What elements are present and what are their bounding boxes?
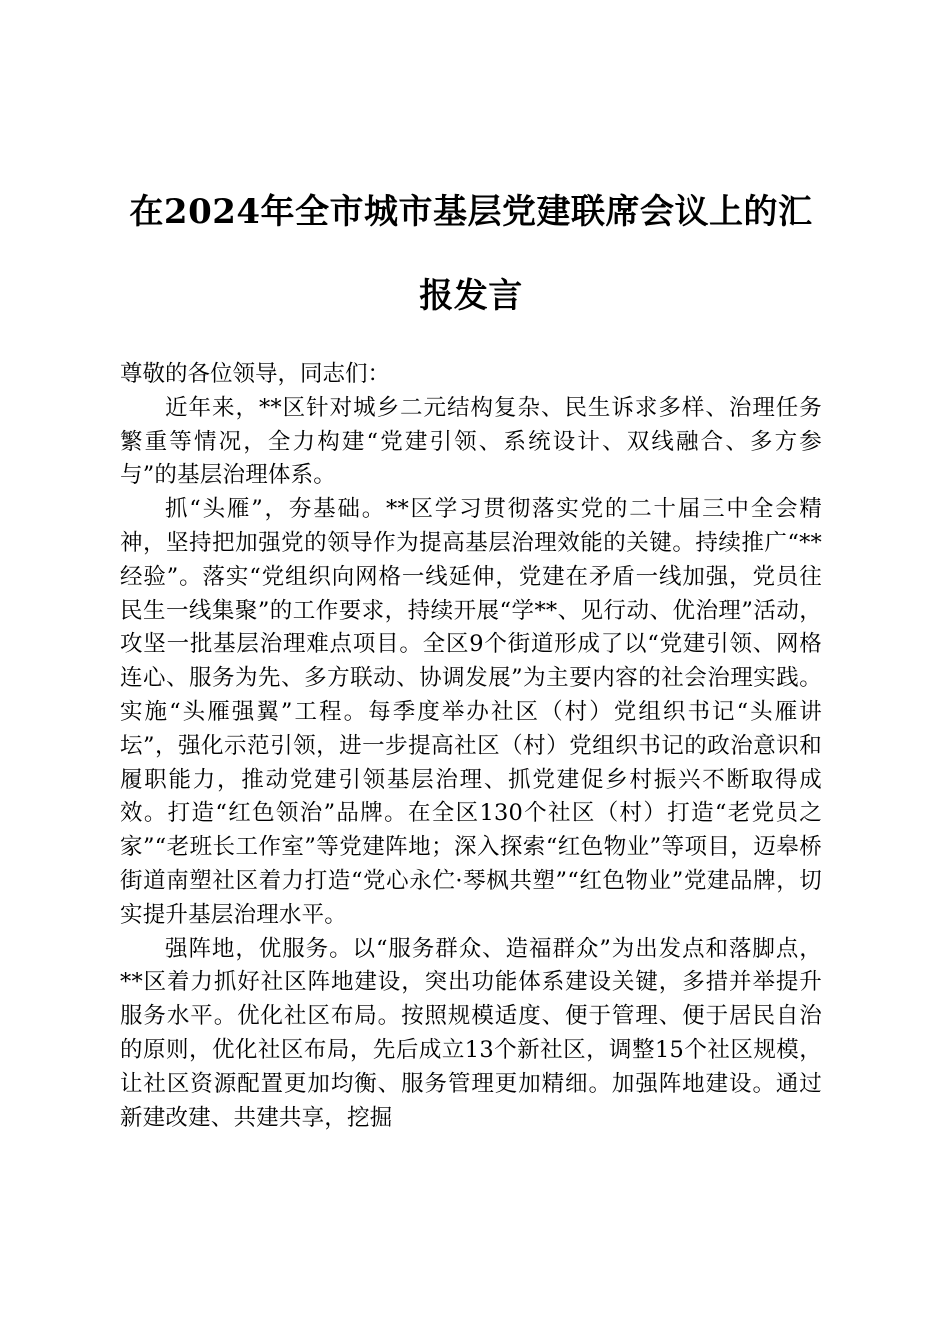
paragraph-leadership: 抓“头雁”，夯基础。**区学习贯彻落实党的二十届三中全会精神，坚持把加强党的领导作为提高基层治理效能的关键。持续推广“**经验”。落实“党组织向网格一线延伸，党建在矛盾一线加强，党员往民生一线集聚”的工作要求，持续开展“学**、见行动、优治理”活动，攻坚一批基层治理难点项目。全区9个街道形成了以“党建引领、网格连心、服务为先、多方联动、协调发展”为主要内容的社会治理实践。实施“头雁强翼”工程。每季度举办社区（村）党组织书记“头雁讲坛”，强化示范引领，进一步提高社区（村）党组织书记的政治意识和履职能力，推动党建引领基层治理、抓党建促乡村振兴不断取得成效。打造“红色领治”品牌。在全区130个社区（村）打造“老党员之家”“老班长工作室”等党建阵地；深入探索“红色物业”等项目，迈皋桥街道南塑社区着力打造“党心永伫·琴枫共塑”“红色物业”党建品牌，切实提升基层治理水平。 — [120, 496, 822, 928]
paragraph-intro: 近年来，**区针对城乡二元结构复杂、民生诉求多样、治理任务繁重等情况，全力构建“党建引领、系统设计、双线融合、多方参与”的基层治理体系。 — [120, 394, 822, 489]
title-line-2: 报发言 — [419, 276, 523, 316]
paragraph-service: 强阵地，优服务。以“服务群众、造福群众”为出发点和落脚点，**区着力抓好社区阵地建设，突出功能体系建设关键，多措并举提升服务水平。优化社区布局。按照规模适度、便于管理、便于居民自治的原则，优化社区布局，先后成立13个新社区，调整15个社区规模，让社区资源配置更加均衡、服务管理更加精细。加强阵地建设。通过新建改建、共建共享，挖掘 — [120, 935, 822, 1131]
title-line-1: 在2024年全市城市基层党建联席会议上的汇 — [129, 192, 813, 232]
document-title — [120, 170, 822, 338]
salutation: 尊敬的各位领导，同志们： — [120, 361, 391, 387]
